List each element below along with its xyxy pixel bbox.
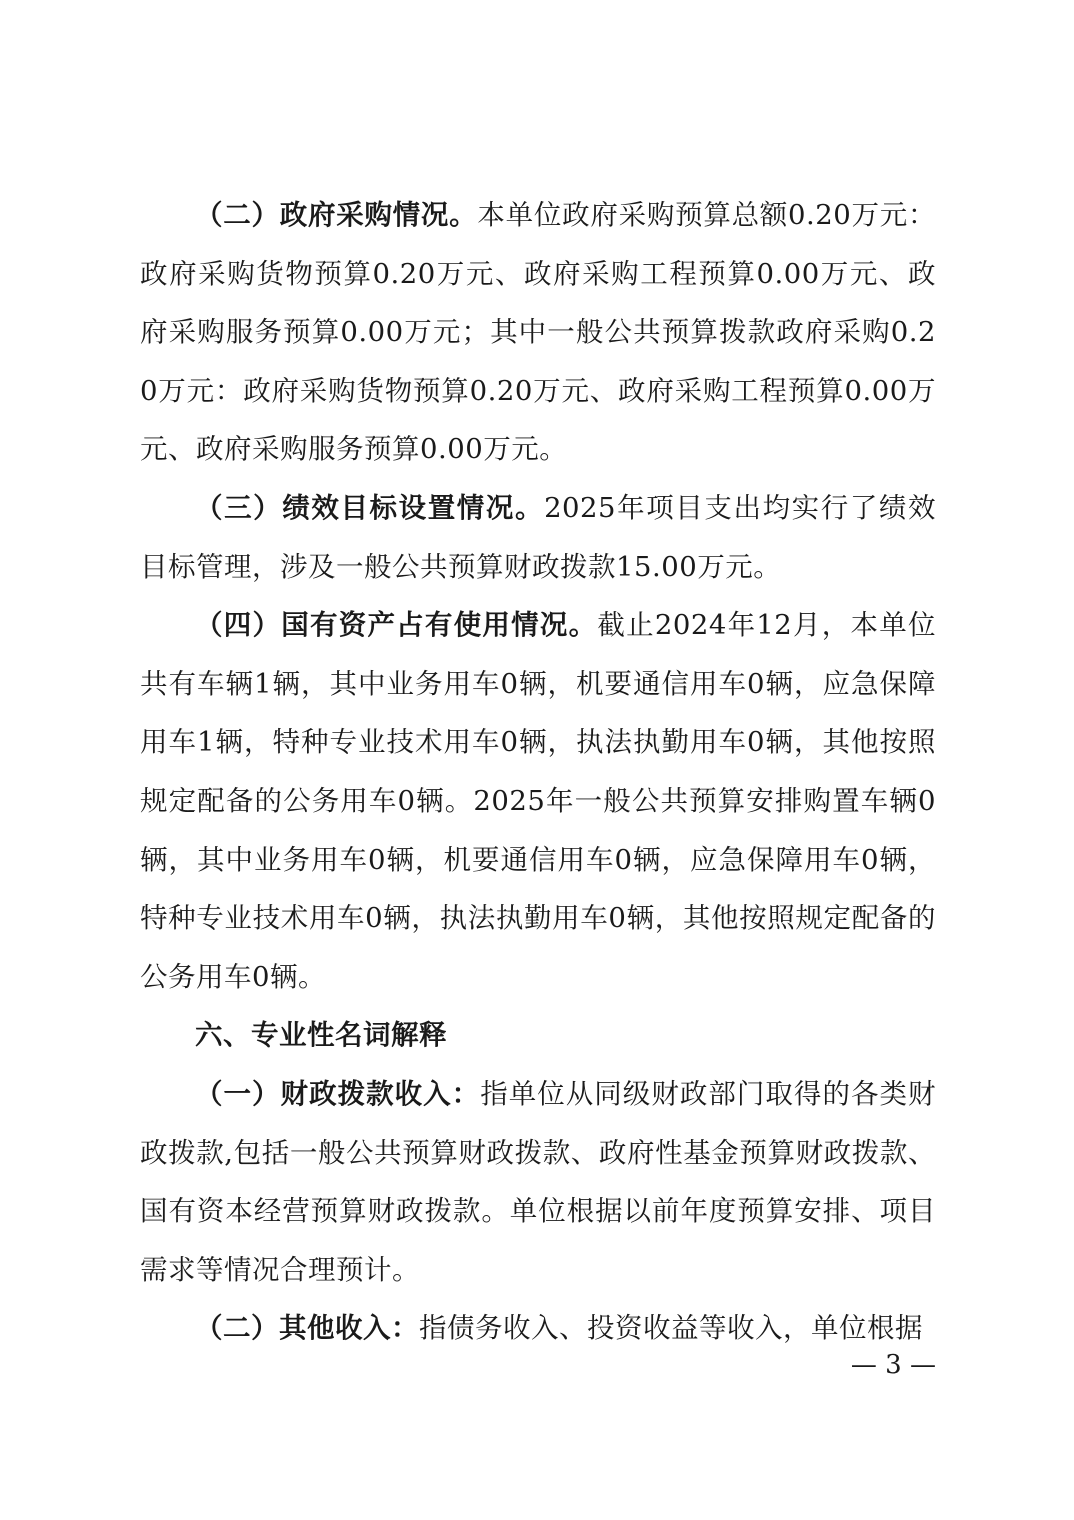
paragraph-performance-targets <box>140 479 936 596</box>
paragraph-lead: （三）绩效目标设置情况。 <box>195 491 545 524</box>
paragraph-state-assets <box>140 596 936 1006</box>
paragraph-government-procurement <box>140 186 936 479</box>
paragraph-lead: （四）国有资产占有使用情况。 <box>195 609 598 642</box>
definition-term: （一）财政拨款收入： <box>195 1077 481 1110</box>
paragraph-text: 截止2024年12月，本单位共有车辆1辆，其中业务用车0辆，机要通信用车0辆，应急保障用车1辆，特种专业技术用车0辆，执法执勤用车0辆，其他按照规定配备的公务用车0辆。2025年一般公共预算安排购置车辆0辆，其中业务用车0辆，机要通信用车0辆，应急保障用车0辆，特种专业技术用车0辆，执法执勤用车0辆，其他按照规定配备的公务用车0辆。 <box>140 609 936 993</box>
definition-text: 指债务收入、投资收益等收入，单位根据 <box>419 1312 923 1345</box>
paragraph-text: 2025年项目支出均实行了绩效目标管理，涉及一般公共预算财政拨款15.00万元。 <box>140 491 937 583</box>
definition-fiscal-allocation-income <box>140 1065 936 1299</box>
paragraph-text: 本单位政府采购预算总额0.20万元：政府采购货物预算0.20万元、政府采购工程预算0.00万元、政府采购服务预算0.00万元；其中一般公共预算拨款政府采购0.20万元：政府采购货物预算0.20万元、政府采购工程预算0.00万元、政府采购服务预算0.00万元。 <box>140 199 936 466</box>
section-heading: 六、专业性名词解释 <box>195 1019 447 1052</box>
paragraph-lead: （二）政府采购情况。 <box>195 199 478 231</box>
page-number: — 3 — <box>850 1350 936 1380</box>
definition-text: 指单位从同级财政部门取得的各类财政拨款,包括一般公共预算财政拨款、政府性基金预算财政拨款、国有资本经营预算财政拨款。单位根据以前年度预算安排、项目需求等情况合理预计。 <box>140 1077 937 1286</box>
document-body <box>140 186 936 1358</box>
definition-term: （二）其他收入： <box>195 1312 419 1345</box>
definition-other-income <box>140 1299 936 1358</box>
